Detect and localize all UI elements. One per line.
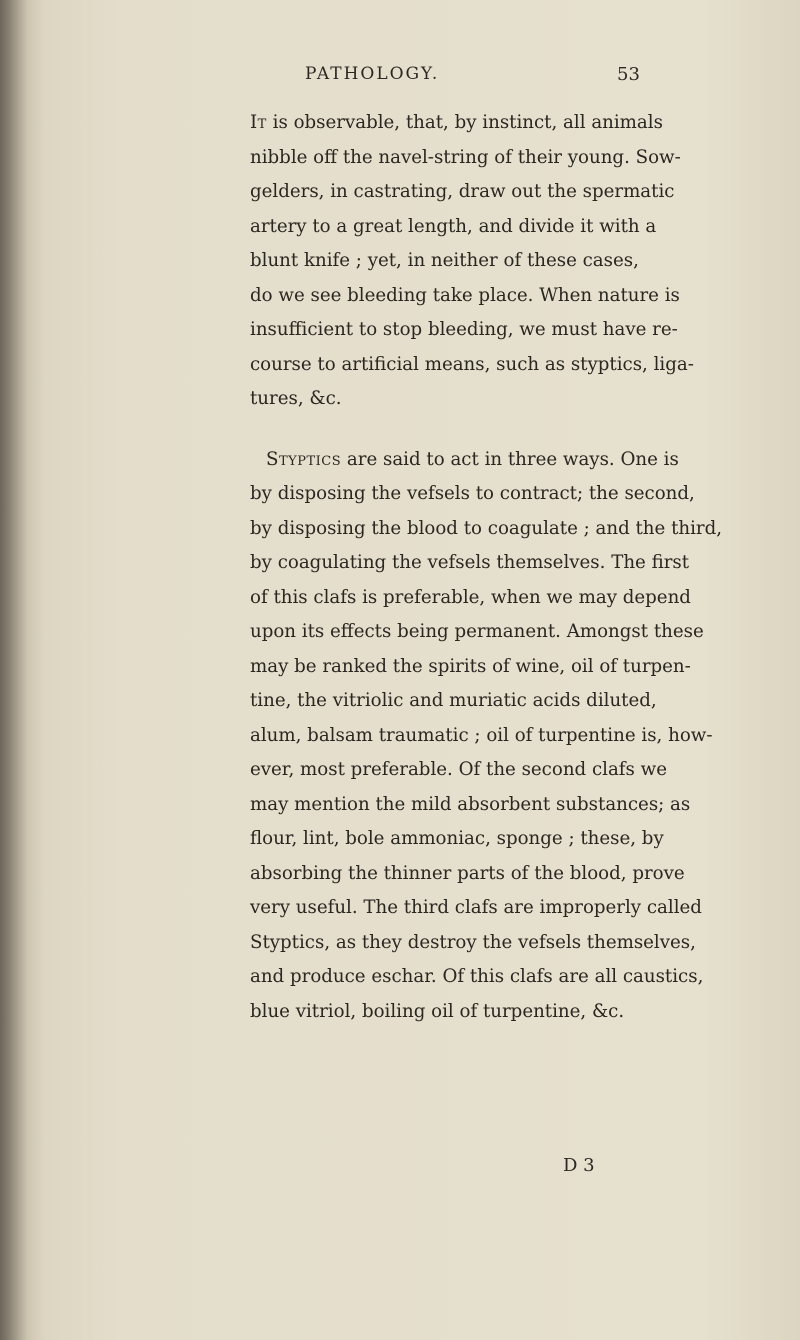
paragraph-2-line: absorbing the thinner parts of the blood, prove: [250, 862, 685, 884]
paragraph-1-last-line: tures, &c.: [250, 388, 342, 409]
paragraph-2-line: and produce eschar. Of this clafs are all caustics,: [250, 966, 704, 987]
paragraph-2-last-line: blue vitriol, boiling oil of turpentine, &c.: [250, 1000, 625, 1022]
paragraph-2-line: ever, most preferable. Of the second clafs we: [250, 759, 667, 780]
paragraph-2-line: alum, balsam traumatic ; oil of turpentine is, how-: [250, 724, 713, 746]
paragraph-2-line: Styptics, as they destroy the vefsels themselves,: [250, 931, 696, 953]
paragraph-1-line: do we see bleeding take place. When nature is: [250, 284, 680, 306]
paragraph-2-line: very useful. The third clafs are improperly called: [250, 897, 702, 918]
paragraph-2-lead: Styptics: [266, 448, 342, 470]
paragraph-2-line: [250, 443, 679, 478]
paragraph-1-line: gelders, in castrating, draw out the spermatic: [250, 181, 675, 202]
paragraph-2-line: may mention the mild absorbent substances; as: [250, 793, 691, 815]
paragraph-1-line: course to artificial means, such as styptics, liga-: [250, 353, 694, 375]
paragraph-1-line: [250, 106, 663, 141]
paragraph-1-line: blunt knife ; yet, in neither of these cases,: [250, 250, 639, 271]
page-number: 53: [617, 64, 640, 85]
page-binding-shadow: [0, 0, 28, 1340]
body-text: [250, 106, 723, 1029]
paragraph-1-line: insufficient to stop bleeding, we must have re-: [250, 319, 678, 340]
running-head: [0, 64, 800, 90]
paragraph-2-first-line-text: are said to act in three ways. One is: [341, 448, 679, 470]
paragraph-2-line: of this clafs is preferable, when we may depend: [250, 586, 691, 608]
running-head-title: PATHOLOGY.: [305, 64, 440, 84]
paragraph-2-line: may be ranked the spirits of wine, oil of turpen-: [250, 655, 691, 677]
signature-mark: D 3: [563, 1155, 595, 1176]
paragraph-1-lead: It: [250, 112, 267, 133]
paragraph-2-line: upon its effects being permanent. Amongst these: [250, 621, 704, 642]
paragraph-2-line: by disposing the vefsels to contract; the second,: [250, 483, 695, 504]
paragraph-2-line: flour, lint, bole ammoniac, sponge ; these, by: [250, 828, 664, 849]
paragraph-gap: [250, 417, 622, 443]
paragraph-2-line: by disposing the blood to coagulate ; and the third,: [250, 517, 723, 539]
paragraph-2-line: by coagulating the vefsels themselves. The first: [250, 552, 690, 573]
paragraph-2-line: tine, the vitriolic and muriatic acids diluted,: [250, 690, 657, 711]
paragraph-1-first-line-text: is observable, that, by instinct, all animals: [266, 112, 663, 133]
paragraph-1-line: nibble off the navel-string of their young. Sow-: [250, 146, 681, 168]
paragraph-1-line: artery to a great length, and divide it with a: [250, 215, 657, 237]
